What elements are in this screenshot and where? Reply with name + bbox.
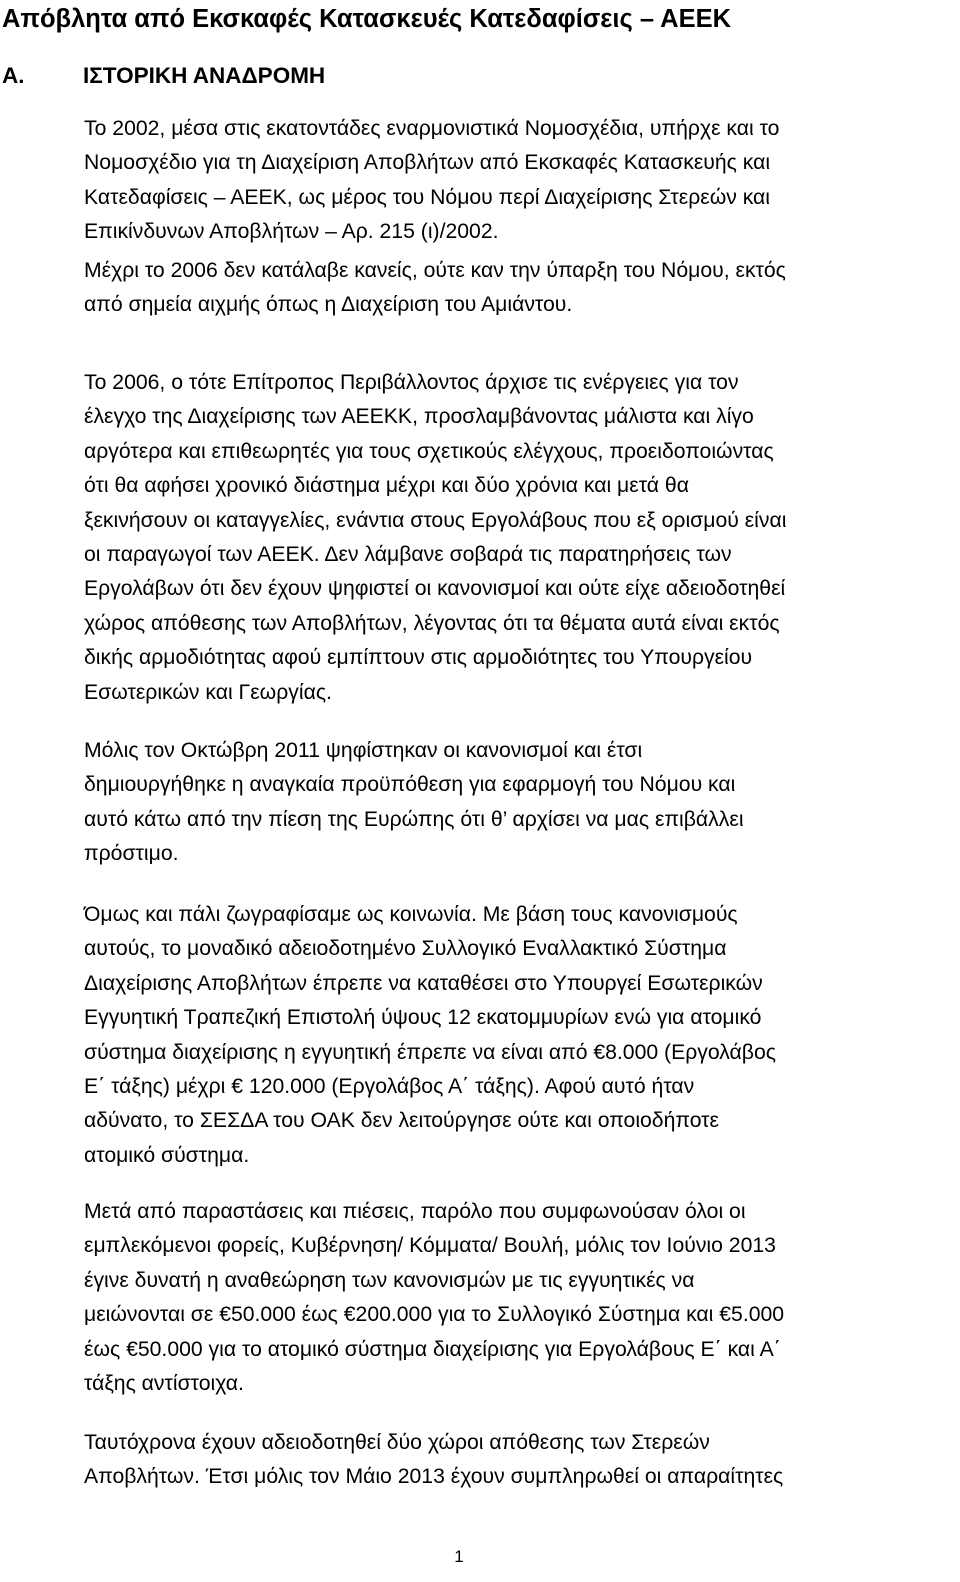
paragraph-line: Επικίνδυνων Αποβλήτων – Αρ. 215 (ι)/2002. <box>84 220 499 244</box>
paragraph-line: ότι θα αφήσει χρονικό διάστημα μέχρι και δύο χρόνια και μετά θα <box>84 474 689 498</box>
paragraph-line: ξεκινήσουν οι καταγγελίες, ενάντια στους Εργολάβους που εξ ορισμού είναι <box>84 508 787 532</box>
paragraph-line: αυτούς, το μοναδικό αδειοδοτημένο Συλλογικό Εναλλακτικό Σύστημα <box>84 937 727 961</box>
paragraph-line: Μετά από παραστάσεις και πιέσεις, παρόλο που συμφωνούσαν όλοι οι <box>84 1200 746 1223</box>
document-title: Απόβλητα από Εκσκαφές Κατασκευές Κατεδαφίσεις – ΑΕΕΚ <box>2 5 732 33</box>
paragraph-line: έλεγχο της Διαχείρισης των ΑΕΕΚΚ, προσλαμβάνοντας μάλιστα και λίγο <box>84 405 754 429</box>
paragraph-line: αδύνατο, το ΣΕΣΔΑ του ΟΑΚ δεν λειτούργησε ούτε και οποιοδήποτε <box>84 1109 720 1133</box>
page-number: 1 <box>454 1547 464 1566</box>
paragraph-line: Εγγυητική Τραπεζική Επιστολή ύψους 12 εκατομμυρίων ενώ για ατομικό <box>84 1006 762 1030</box>
paragraph-line: πρόστιμο. <box>84 842 179 866</box>
paragraph-line: μειώνονται σε €50.000 έως €200.000 για το Συλλογικό Σύστημα και €5.000 <box>84 1303 785 1327</box>
paragraph <box>84 898 776 1173</box>
paragraph <box>84 112 779 250</box>
paragraph-line: Ταυτόχρονα έχουν αδειοδοτηθεί δύο χώροι απόθεσης των Στερεών <box>84 1431 710 1454</box>
paragraph-line: ατομικό σύστημα. <box>84 1143 250 1167</box>
paragraph-line: Το 2006, ο τότε Επίτροπος Περιβάλλοντος άρχισε τις ενέργειες για τον <box>84 371 739 394</box>
paragraph <box>84 254 786 323</box>
paragraph-line: εμπλεκόμενοι φορείς, Κυβέρνηση/ Κόμματα/ Βουλή, μόλις τον Ιούνιο 2013 <box>84 1234 776 1258</box>
paragraph-line: Το 2002, μέσα στις εκατοντάδες εναρμονιστικά Νομοσχέδια, υπήρχε και το <box>84 117 780 140</box>
paragraph-line: αυτό κάτω από την πίεση της Ευρώπης ότι θ’ αρχίσει να μας επιβάλλει <box>84 807 744 831</box>
paragraph-line: Μόλις τον Οκτώβρη 2011 ψηφίστηκαν οι κανονισμοί και έτσι <box>84 739 643 762</box>
paragraph-line: έως €50.000 για το ατομικό σύστημα διαχείρισης για Εργολάβους Ε΄ και Α΄ <box>84 1337 781 1361</box>
paragraph-line: Κατεδαφίσεις – ΑΕΕΚ, ως μέρος του Νόμου περί Διαχείρισης Στερεών και <box>84 185 771 209</box>
paragraph-line: από σημεία αιχμής όπως η Διαχείριση του Αμιάντου. <box>84 293 573 317</box>
paragraph-line: δημιουργήθηκε η αναγκαία προϋπόθεση για εφαρμογή του Νόμου και <box>84 773 736 797</box>
paragraph <box>84 1195 784 1401</box>
paragraph-line: Όμως και πάλι ζωγραφίσαμε ως κοινωνία. Με βάση τους κανονισμούς <box>84 903 738 926</box>
paragraph <box>84 366 786 710</box>
paragraph <box>84 734 744 872</box>
paragraph-line: Εργολάβων ότι δεν έχουν ψηφιστεί οι κανονισμοί και ούτε είχε αδειοδοτηθεί <box>84 577 786 601</box>
paragraph-line: Νομοσχέδιο για τη Διαχείριση Αποβλήτων από Εκσκαφές Κατασκευής και <box>84 151 771 175</box>
paragraph-line: Μέχρι το 2006 δεν κατάλαβε κανείς, ούτε καν την ύπαρξη του Νόμου, εκτός <box>84 259 786 282</box>
paragraph-line: οι παραγωγοί των ΑΕΕΚ. Δεν λάμβανε σοβαρά τις παρατηρήσεις των <box>84 542 732 566</box>
paragraph-line: Ε΄ τάξης) μέχρι € 120.000 (Εργολάβος Α΄ τάξης). Αφού αυτό ήταν <box>84 1074 695 1098</box>
paragraph-line: έγινε δυνατή η αναθεώρηση των κανονισμών με τις εγγυητικές να <box>84 1268 695 1292</box>
paragraph-line: δικής αρμοδιότητας αφού εμπίπτουν στις αρμοδιότητες του Υπουργείου <box>84 646 753 670</box>
paragraph-line: Αποβλήτων. Έτσι μόλις τον Μάιο 2013 έχουν συμπληρωθεί οι απαραίτητες <box>84 1465 784 1489</box>
section-heading-text: ΙΣΤΟΡΙΚΗ ΑΝΑΔΡΟΜΗ <box>83 63 326 88</box>
paragraph-line: χώρος απόθεσης των Αποβλήτων, λέγοντας ότι τα θέματα αυτά είναι εκτός <box>84 611 780 635</box>
paragraph <box>84 1426 783 1495</box>
section-letter: Α. <box>2 63 25 88</box>
paragraph-line: Διαχείρισης Αποβλήτων έπρεπε να καταθέσει στο Υπουργεί Εσωτερικών <box>84 971 763 995</box>
section-heading <box>2 60 325 92</box>
paragraph-line: αργότερα και επιθεωρητές για τους σχετικούς ελέγχους, προειδοποιώντας <box>84 439 774 463</box>
paragraph-line: Εσωτερικών και Γεωργίας. <box>84 680 332 704</box>
paragraph-line: σύστημα διαχείρισης η εγγυητική έπρεπε να είναι από €8.000 (Εργολάβος <box>84 1040 776 1064</box>
paragraph-line: τάξης αντίστοιχα. <box>84 1371 244 1395</box>
